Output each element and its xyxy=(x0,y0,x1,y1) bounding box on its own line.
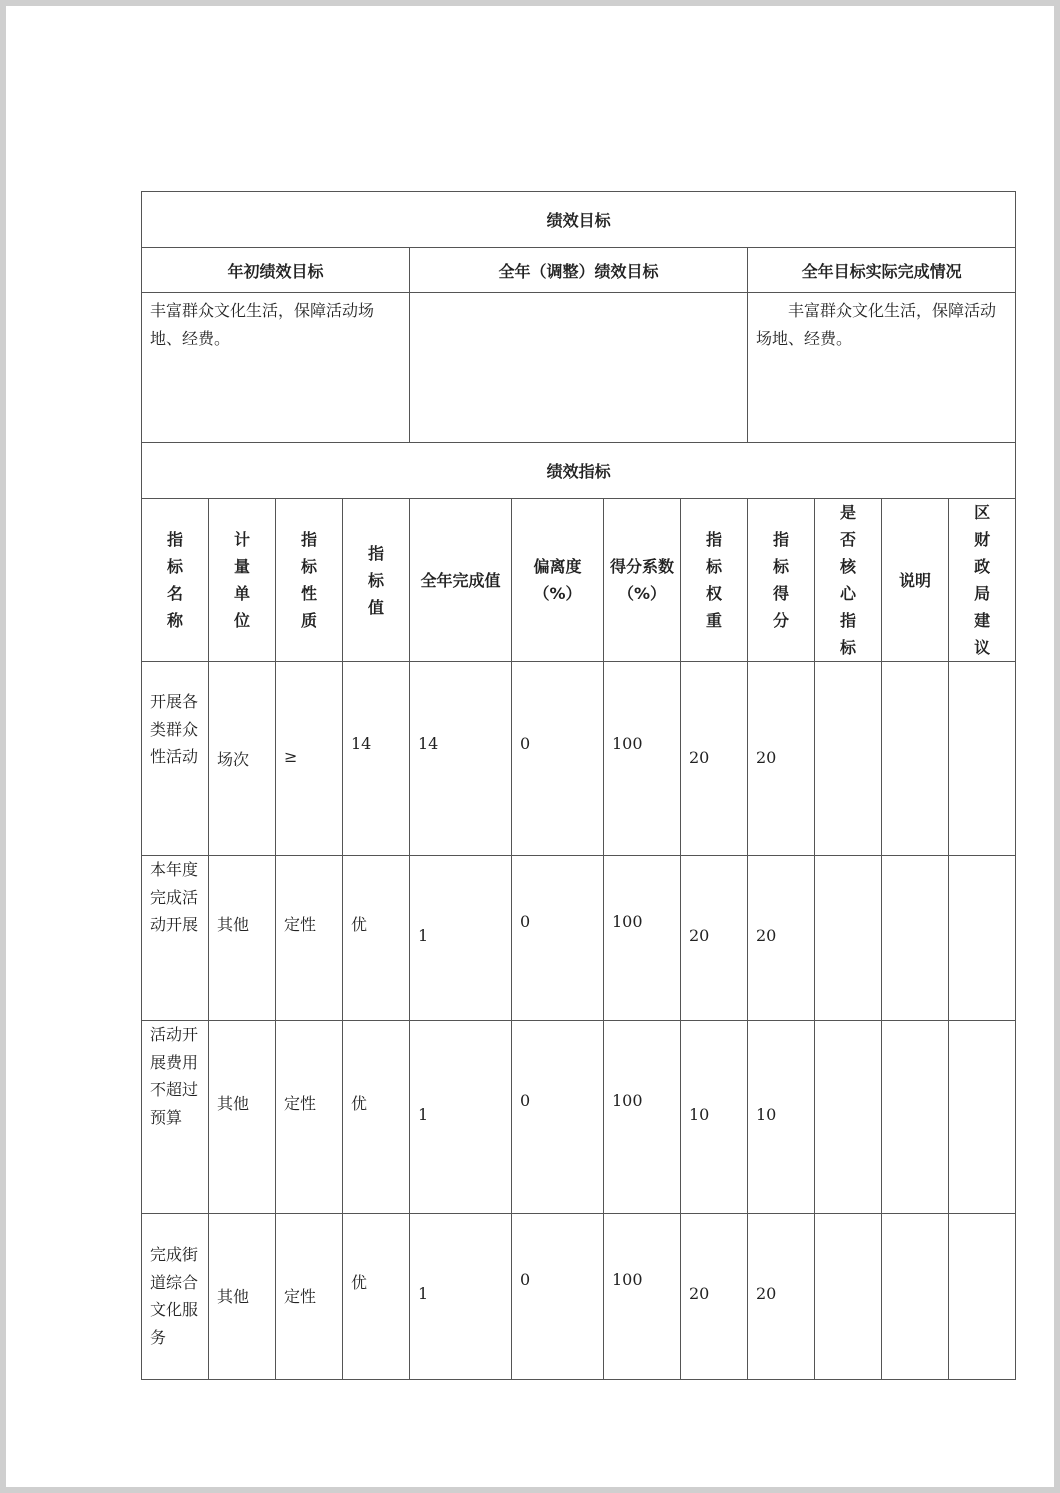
indicator-core xyxy=(815,1021,882,1214)
indicator-nature: ≥ xyxy=(276,662,343,856)
column-header-coefficient: 得分系数（%） xyxy=(604,499,681,662)
indicator-nature: 定性 xyxy=(276,1214,343,1380)
column-header-deviation: 偏离度（%） xyxy=(512,499,604,662)
indicator-unit: 场次 xyxy=(209,662,276,856)
indicator-nature: 定性 xyxy=(276,1021,343,1214)
indicator-note xyxy=(882,1214,949,1380)
column-header-core: 是否核心指标 xyxy=(815,499,882,662)
indicator-unit: 其他 xyxy=(209,1214,276,1380)
indicator-score: 20 xyxy=(748,856,815,1021)
initial-goal-text: 丰富群众文化生活，保障活动场地、经费。 xyxy=(142,293,410,443)
indicator-target: 14 xyxy=(343,662,410,856)
indicator-name: 开展各类群众性活动 xyxy=(142,662,209,856)
table-row xyxy=(142,856,1016,1021)
initial-goal-header: 年初绩效目标 xyxy=(142,248,410,293)
indicator-target: 优 xyxy=(343,1214,410,1380)
column-header-nature: 指标性质 xyxy=(276,499,343,662)
column-header-completed: 全年完成值 xyxy=(410,499,512,662)
indicator-name: 活动开展费用不超过预算 xyxy=(142,1021,209,1214)
column-header-name: 指标名称 xyxy=(142,499,209,662)
document-page xyxy=(6,6,1054,1487)
indicator-score: 20 xyxy=(748,662,815,856)
column-header-weight: 指标权重 xyxy=(681,499,748,662)
actual-completion-text: 丰富群众文化生活，保障活动场地、经费。 xyxy=(748,293,1016,443)
indicator-note xyxy=(882,856,949,1021)
indicator-coefficient: 100 xyxy=(604,856,681,1021)
indicator-deviation: 0 xyxy=(512,1214,604,1380)
adjusted-goal-header: 全年（调整）绩效目标 xyxy=(410,248,748,293)
indicator-note xyxy=(882,662,949,856)
indicator-core xyxy=(815,856,882,1021)
column-header-target: 指标值 xyxy=(343,499,410,662)
indicator-note xyxy=(882,1021,949,1214)
indicator-weight: 20 xyxy=(681,856,748,1021)
column-header-score: 指标得分 xyxy=(748,499,815,662)
indicator-header-row xyxy=(142,499,1016,662)
actual-completion-header: 全年目标实际完成情况 xyxy=(748,248,1016,293)
indicator-coefficient: 100 xyxy=(604,1021,681,1214)
indicator-advice xyxy=(949,1214,1016,1380)
indicator-completed: 1 xyxy=(410,1021,512,1214)
goals-section-title: 绩效目标 xyxy=(142,192,1016,248)
indicator-completed: 1 xyxy=(410,1214,512,1380)
indicator-weight: 10 xyxy=(681,1021,748,1214)
column-header-unit: 计量单位 xyxy=(209,499,276,662)
indicator-target: 优 xyxy=(343,1021,410,1214)
indicator-coefficient: 100 xyxy=(604,1214,681,1380)
indicator-weight: 20 xyxy=(681,662,748,856)
indicator-deviation: 0 xyxy=(512,1021,604,1214)
table-row xyxy=(142,1214,1016,1380)
indicator-nature: 定性 xyxy=(276,856,343,1021)
indicator-name: 本年度完成活动开展 xyxy=(142,856,209,1021)
column-header-advice: 区财政局建议 xyxy=(949,499,1016,662)
table-row xyxy=(142,1021,1016,1214)
indicator-completed: 1 xyxy=(410,856,512,1021)
indicator-completed: 14 xyxy=(410,662,512,856)
indicator-unit: 其他 xyxy=(209,1021,276,1214)
indicator-core xyxy=(815,1214,882,1380)
adjusted-goal-text xyxy=(410,293,748,443)
performance-table xyxy=(141,191,1016,1380)
indicator-name: 完成街道综合文化服务 xyxy=(142,1214,209,1380)
indicator-deviation: 0 xyxy=(512,856,604,1021)
indicator-advice xyxy=(949,662,1016,856)
indicator-score: 10 xyxy=(748,1021,815,1214)
indicator-score: 20 xyxy=(748,1214,815,1380)
indicator-weight: 20 xyxy=(681,1214,748,1380)
indicator-advice xyxy=(949,1021,1016,1214)
indicator-deviation: 0 xyxy=(512,662,604,856)
indicator-advice xyxy=(949,856,1016,1021)
indicator-coefficient: 100 xyxy=(604,662,681,856)
indicator-core xyxy=(815,662,882,856)
indicators-section-title: 绩效指标 xyxy=(142,443,1016,499)
indicator-target: 优 xyxy=(343,856,410,1021)
table-row xyxy=(142,662,1016,856)
column-header-note: 说明 xyxy=(882,499,949,662)
indicator-unit: 其他 xyxy=(209,856,276,1021)
